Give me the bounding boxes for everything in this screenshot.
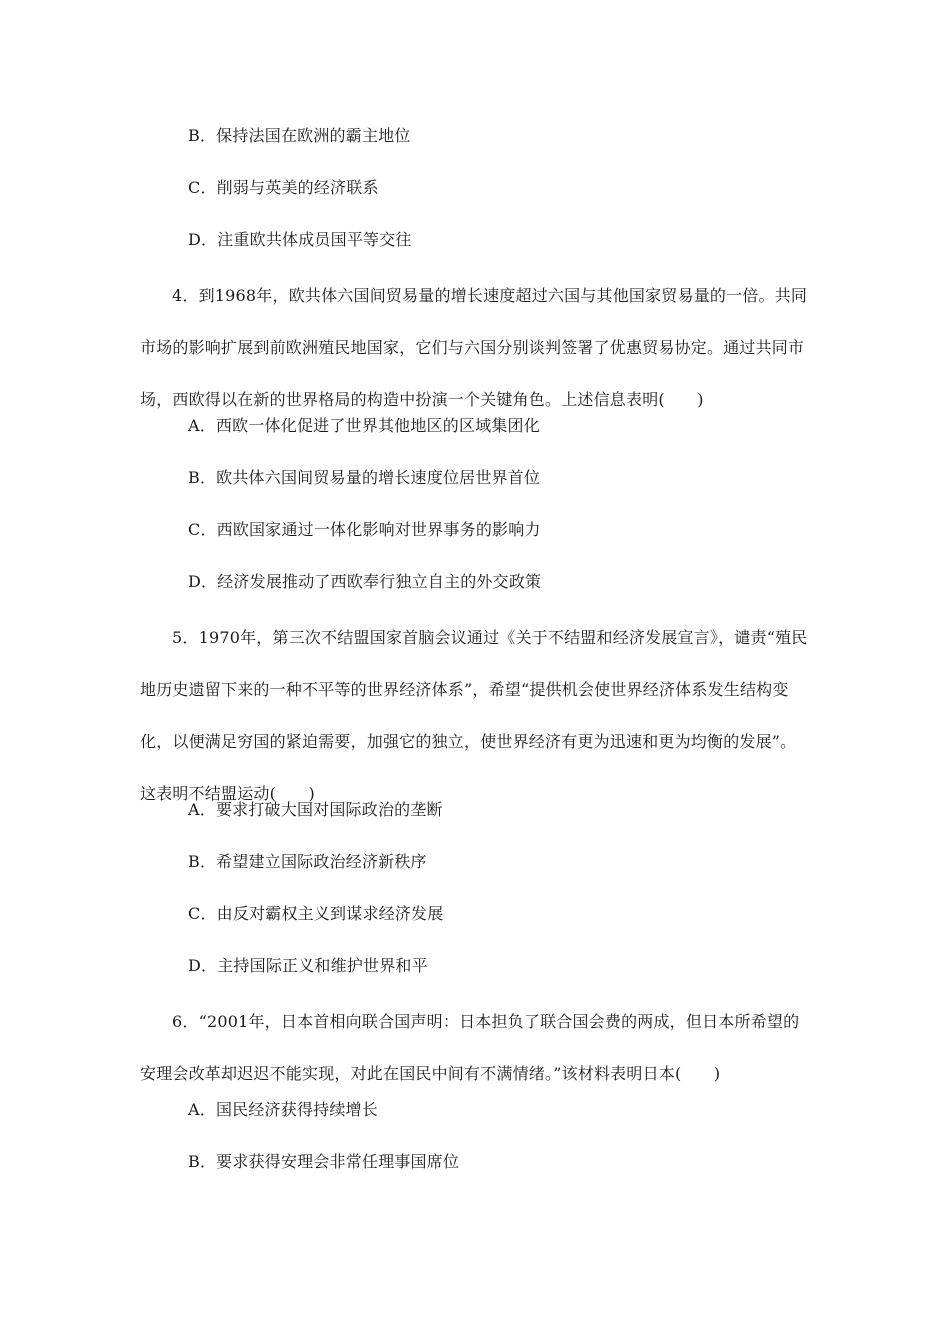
q4-option-c: C．西欧国家通过一体化影响对世界事务的影响力 (188, 520, 541, 539)
q4-option-a: A．西欧一体化促进了世界其他地区的区域集团化 (188, 416, 540, 435)
q6-stem: 6．“2001年，日本首相向联合国声明：日本担负了联合国会费的两成，但日本所希望的安理会改革却迟迟不能实现，对此在国民中间有不满情绪。”该材料表明日本( ) (140, 1012, 800, 1083)
q5-stem: 5．1970年，第三次不结盟国家首脑会议通过《关于不结盟和经济发展宣言》，谴责“殖民地历史遗留下来的一种不平等的世界经济体系”，希望“提供机会使世界经济体系发生结构变化，以便满足穷国的紧迫需要，加强它的独立，使世界经济有更为迅速和更为均衡的发展”。这表明不结盟运动( ) (140, 628, 808, 803)
q3-option-c: C．削弱与英美的经济联系 (188, 178, 379, 197)
q5-option-b: B．希望建立国际政治经济新秩序 (188, 852, 427, 871)
q5-option-a: A．要求打破大国对国际政治的垄断 (188, 800, 443, 819)
q4-stem: 4．到1968年，欧共体六国间贸易量的增长速度超过六国与其他国家贸易量的一倍。共同市场的影响扩展到前欧洲殖民地国家，它们与六国分别谈判签署了优惠贸易协定。通过共同市场，西欧得以在新的世界格局的构造中扮演一个关键角色。上述信息表明( ) (140, 286, 808, 409)
q6-option-a: A．国民经济获得持续增长 (188, 1100, 378, 1119)
q4-option-d: D．经济发展推动了西欧奉行独立自主的外交政策 (188, 572, 542, 591)
q6-option-b: B．要求获得安理会非常任理事国席位 (188, 1152, 460, 1171)
q3-option-b: B．保持法国在欧洲的霸主地位 (188, 126, 411, 145)
q4-option-b: B．欧共体六国间贸易量的增长速度位居世界首位 (188, 468, 541, 487)
q5-option-c: C．由反对霸权主义到谋求经济发展 (188, 904, 444, 923)
q5-option-d: D．主持国际正义和维护世界和平 (188, 956, 428, 975)
q3-option-d: D．注重欧共体成员国平等交往 (188, 230, 412, 249)
